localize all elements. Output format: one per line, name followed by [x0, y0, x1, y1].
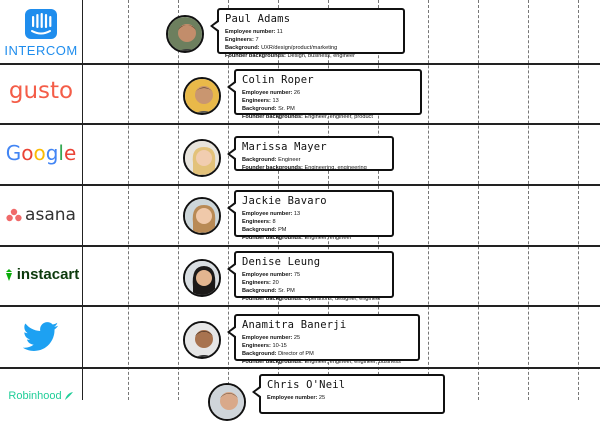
person-name: Chris O'Neil: [267, 379, 346, 391]
detail-line: Employee number: 13: [242, 211, 301, 217]
intercom-logo-text: INTERCOM: [4, 43, 78, 58]
profile-callout: [234, 251, 394, 302]
person-name: Colin Roper: [242, 74, 314, 86]
row-separator: [0, 184, 600, 186]
grid-column-line: [178, 0, 179, 400]
grid-column-line: [578, 0, 579, 400]
detail-line: Engineers: 8: [242, 219, 276, 225]
detail-line: Background: Engineer: [242, 157, 301, 163]
detail-line: Engineers: 10-15: [242, 343, 287, 349]
instacart-logo: [0, 266, 82, 283]
detail-line: Engineers: 13: [242, 98, 279, 104]
row-separator: [0, 63, 600, 65]
robinhood-logo: [0, 390, 82, 402]
detail-line: Background: PM: [242, 227, 287, 233]
gusto-logo-text: gusto: [8, 78, 74, 104]
detail-line: Employee number: 75: [242, 272, 301, 278]
person-name: Marissa Mayer: [242, 141, 327, 153]
profile-callout: [234, 190, 394, 241]
person-name: Anamitra Banerji: [242, 319, 347, 331]
row-separator: [0, 245, 600, 247]
intercom-logo-icon: [24, 8, 58, 40]
profile-callout: [234, 136, 394, 171]
asana-dots-icon: [6, 208, 22, 222]
profile-callout: [234, 69, 422, 120]
twitter-logo: [0, 322, 82, 352]
detail-line: Engineers: 7: [225, 37, 259, 43]
detail-line: Background: UXR/design/product/marketing: [225, 45, 338, 51]
detail-line: Founder backgrounds: Operations, designer, engineer: [242, 296, 381, 302]
asana-logo: [0, 205, 82, 225]
detail-line: Founder backgrounds: Engineer, engineer: [242, 235, 352, 241]
detail-line: Engineers: 20: [242, 280, 279, 286]
gusto-logo: [0, 78, 82, 104]
robinhood-logo-text: Robinhood: [8, 390, 62, 402]
detail-line: Employee number: 11: [225, 29, 283, 35]
left-border-line: [82, 0, 83, 400]
row-separator: [0, 367, 600, 369]
grid-column-line: [228, 0, 229, 400]
profile-callout: [217, 8, 405, 59]
detail-line: Employee number: 25: [242, 335, 301, 341]
detail-line: Background: Sr. PM: [242, 288, 295, 294]
profile-callout: [259, 374, 445, 414]
intercom-logo: [0, 8, 82, 58]
detail-line: Founder backgrounds: Engineer, engineer, engineer, business: [242, 359, 401, 365]
detail-line: Founder backgrounds: Engineer, engineer, product: [242, 114, 373, 120]
avatar: [208, 383, 246, 421]
avatar: [183, 139, 221, 177]
instacart-logo-text: instacart: [16, 266, 80, 283]
grid-column-line: [128, 0, 129, 400]
google-logo: [0, 141, 82, 165]
profile-callout: [234, 314, 420, 365]
avatar: [166, 15, 204, 53]
row-separator: [0, 305, 600, 307]
grid-column-line: [428, 0, 429, 400]
detail-line: Founder backgrounds: Design, business, engineer: [225, 53, 355, 59]
avatar: [183, 197, 221, 235]
avatar: [183, 77, 221, 115]
asana-logo-text: asana: [25, 205, 76, 225]
google-logo-text: Google: [5, 141, 77, 165]
detail-line: Founder backgrounds: Engineering, engineering: [242, 165, 367, 171]
person-name: Jackie Bavaro: [242, 195, 327, 207]
row-separator: [0, 123, 600, 125]
detail-line: Employee number: 25: [267, 395, 326, 401]
grid-column-line: [478, 0, 479, 400]
twitter-bird-icon: [23, 322, 59, 352]
person-name: Paul Adams: [225, 13, 291, 25]
person-name: Denise Leung: [242, 256, 321, 268]
carrot-icon: [3, 268, 15, 282]
grid-column-line: [528, 0, 529, 400]
detail-line: Employee number: 26: [242, 90, 301, 96]
avatar: [183, 259, 221, 297]
detail-line: Background: Director of PM: [242, 351, 314, 357]
detail-line: Background: Sr. PM: [242, 106, 295, 112]
avatar: [183, 321, 221, 359]
